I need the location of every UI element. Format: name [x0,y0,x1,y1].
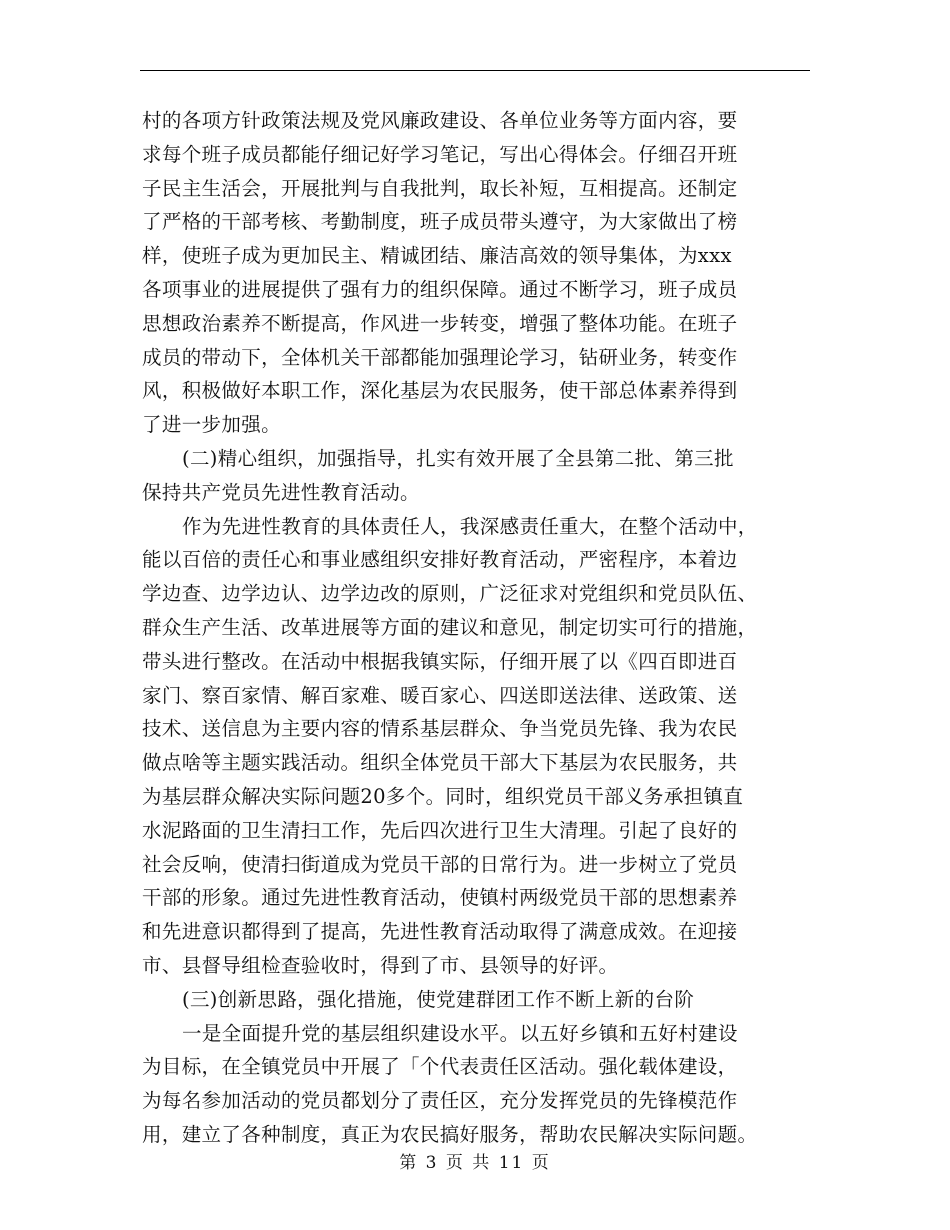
page-number-footer: 第 3 页 共 11 页 [399,1153,551,1173]
body-text [142,104,812,1152]
text-line: (三)创新思路，强化措施，使党建群团工作不断上新的台阶 [182,987,695,1011]
text-line: 作为先进性教育的具体责任人，我深感责任重大，在整个活动中， [182,514,758,538]
text-line: 技术、送信息为主要内容的情系基层群众、争当党员先锋、我为农民 [142,717,738,741]
text-line: 保持共产党员先进性教育活动。 [142,480,420,504]
text-line: 了严格的干部考核、考勤制度，班子成员带头遵守，为大家做出了榜 [142,210,738,234]
text-line: 做点啥等主题实践活动。组织全体党员干部大下基层为农民服务，共 [142,751,738,775]
text-line: 学边查、边学边认、边学边改的原则，广泛征求对党组织和党员队伍、 [142,582,758,606]
text-line: 带头进行整改。在活动中根据我镇实际，仔细开展了以《四百即进百 [142,649,738,673]
text-line: 村的各项方针政策法规及党风廉政建设、各单位业务等方面内容，要 [142,109,738,132]
text-line: 用，建立了各种制度，真正为农民搞好服务，帮助农民解决实际问题。 [142,1122,758,1146]
text-line: 子民主生活会，开展批判与自我批判，取长补短，互相提高。还制定 [142,176,738,200]
text-line: 各项事业的进展提供了强有力的组织保障。通过不断学习，班子成员 [142,277,738,301]
text-line: 和先进意识都得到了提高，先进性教育活动取得了满意成效。在迎接 [142,920,738,944]
text-line: 家门、察百家情、解百家难、暖百家心、四送即送法律、送政策、送 [142,683,738,707]
text-line: 社会反响，使清扫街道成为党员干部的日常行为。进一步树立了党员 [142,852,738,876]
text-line: 干部的形象。通过先进性教育活动，使镇村两级党员干部的思想素养 [142,886,738,910]
text-line: 了进一步加强。 [142,413,281,437]
text-line: 市、县督导组检查验收时，得到了市、县领导的好评。 [142,953,619,977]
text-line: 水泥路面的卫生清扫工作，先后四次进行卫生大清理。引起了良好的 [142,818,738,842]
text-line: 群众生产生活、改革进展等方面的建议和意见，制定切实可行的措施， [142,615,758,639]
text-line: 思想政治素养不断提高，作风进一步转变，增强了整体功能。在班子 [142,311,738,335]
text-line: 为每名参加活动的党员都划分了责任区，充分发挥党员的先锋模范作 [142,1089,738,1113]
text-line: 为基层群众解决实际问题20多个。同时，组织党员干部义务承担镇直 [142,784,744,808]
text-line: 风，积极做好本职工作，深化基层为农民服务，使干部总体素养得到 [142,379,738,403]
text-line: 成员的带动下，全体机关干部都能加强理论学习，钻研业务，转变作 [142,345,738,369]
text-line: 能以百倍的责任心和事业感组织安排好教育活动，严密程序，本着边 [142,548,738,572]
text-line: 样，使班子成为更加民主、精诚团结、廉洁高效的领导集体，为xxx [142,244,732,268]
header-rule [140,70,810,71]
text-line: 为目标，在全镇党员中开展了「个代表责任区活动。强化载体建设， [142,1055,738,1079]
text-line: 一是全面提升党的基层组织建设水平。以五好乡镇和五好村建设 [182,1021,738,1045]
text-line: (二)精心组织，加强指导，扎实有效开展了全县第二批、第三批 [182,446,734,470]
text-line: 求每个班子成员都能仔细记好学习笔记，写出心得体会。仔细召开班 [142,142,738,166]
